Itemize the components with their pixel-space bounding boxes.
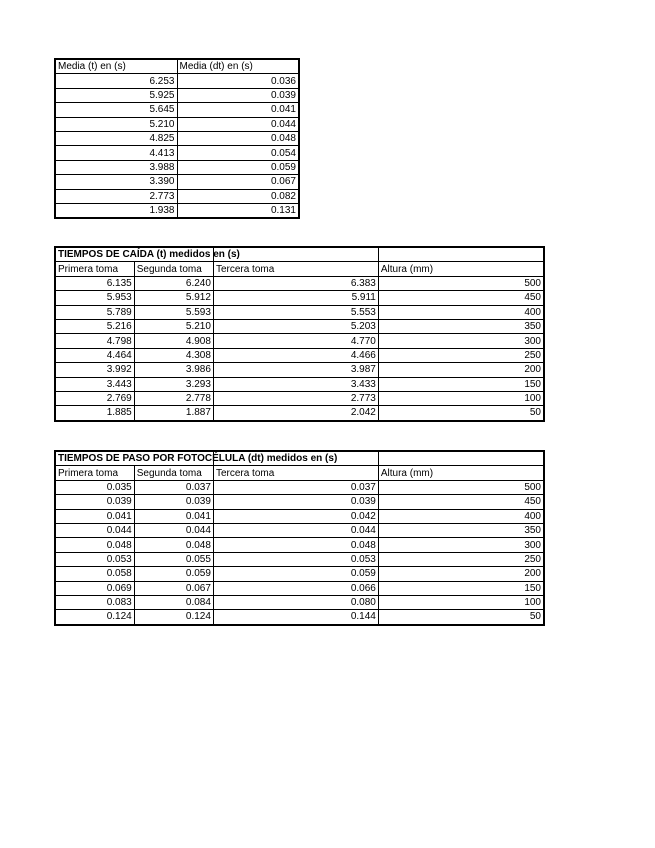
paso-cell: 0.055 xyxy=(134,552,213,566)
paso-title-empty-cell xyxy=(378,451,544,466)
media-cell: 5.925 xyxy=(55,88,177,102)
paso-cell: 100 xyxy=(378,595,544,609)
caida-cell: 1.885 xyxy=(55,406,134,421)
caida-cell: 100 xyxy=(378,391,544,405)
media-table-row xyxy=(55,203,299,218)
caida-cell: 6.383 xyxy=(213,276,378,290)
media-cell: 5.210 xyxy=(55,117,177,131)
paso-cell: 350 xyxy=(378,523,544,537)
caida-cell: 350 xyxy=(378,319,544,333)
caida-cell: 6.240 xyxy=(134,276,213,290)
caida-cell: 3.293 xyxy=(134,377,213,391)
caida-cell: 250 xyxy=(378,348,544,362)
caida-title-empty-cell xyxy=(378,247,544,262)
caida-cell: 4.798 xyxy=(55,334,134,348)
caida-cell: 450 xyxy=(378,291,544,305)
paso-cell: 0.035 xyxy=(55,480,134,494)
caida-cell: 3.433 xyxy=(213,377,378,391)
media-cell: 0.039 xyxy=(177,88,299,102)
media-header-dt: Media (dt) en (s) xyxy=(177,59,299,74)
caida-cell: 5.593 xyxy=(134,305,213,319)
media-cell: 3.988 xyxy=(55,160,177,174)
media-cell: 0.059 xyxy=(177,160,299,174)
paso-cell: 200 xyxy=(378,567,544,581)
paso-table-row xyxy=(55,595,544,609)
media-cell: 6.253 xyxy=(55,74,177,88)
caida-cell: 5.953 xyxy=(55,291,134,305)
caida-header-tercera: Tercera toma xyxy=(213,262,378,276)
paso-cell: 0.124 xyxy=(134,610,213,625)
caida-table-row xyxy=(55,363,544,377)
caida-cell: 4.770 xyxy=(213,334,378,348)
paso-cell: 0.080 xyxy=(213,595,378,609)
caida-cell: 5.210 xyxy=(134,319,213,333)
paso-cell: 0.058 xyxy=(55,567,134,581)
paso-cell: 0.037 xyxy=(213,480,378,494)
paso-cell: 0.144 xyxy=(213,610,378,625)
media-cell: 4.413 xyxy=(55,146,177,160)
media-cell: 0.054 xyxy=(177,146,299,160)
caida-header-primera: Primera toma xyxy=(55,262,134,276)
paso-cell: 0.039 xyxy=(55,495,134,509)
caida-table xyxy=(54,246,545,422)
caida-table-row xyxy=(55,319,544,333)
paso-cell: 0.039 xyxy=(213,495,378,509)
paso-cell: 450 xyxy=(378,495,544,509)
caida-table-body xyxy=(55,247,544,421)
paso-cell: 0.124 xyxy=(55,610,134,625)
paso-table-row xyxy=(55,610,544,625)
caida-cell: 50 xyxy=(378,406,544,421)
media-cell: 0.131 xyxy=(177,203,299,218)
paso-table-row xyxy=(55,552,544,566)
paso-table-row xyxy=(55,509,544,523)
media-cell: 1.938 xyxy=(55,203,177,218)
caida-table-row xyxy=(55,348,544,362)
media-table-row xyxy=(55,117,299,131)
caida-table-row xyxy=(55,291,544,305)
caida-cell: 5.203 xyxy=(213,319,378,333)
caida-cell: 400 xyxy=(378,305,544,319)
caida-header-row xyxy=(55,262,544,276)
media-table-row xyxy=(55,146,299,160)
paso-header-row xyxy=(55,466,544,480)
caida-title: TIEMPOS DE CAÍDA (t) medidos en (s) xyxy=(55,247,213,262)
media-cell: 4.825 xyxy=(55,131,177,145)
paso-cell: 0.069 xyxy=(55,581,134,595)
paso-cell: 0.042 xyxy=(213,509,378,523)
caida-cell: 150 xyxy=(378,377,544,391)
paso-cell: 0.041 xyxy=(134,509,213,523)
caida-cell: 1.887 xyxy=(134,406,213,421)
caida-header-altura: Altura (mm) xyxy=(378,262,544,276)
caida-table-row xyxy=(55,334,544,348)
paso-header-tercera: Tercera toma xyxy=(213,466,378,480)
media-table-body xyxy=(55,59,299,218)
paso-cell: 0.048 xyxy=(55,538,134,552)
caida-cell: 500 xyxy=(378,276,544,290)
caida-cell: 5.216 xyxy=(55,319,134,333)
caida-cell: 2.769 xyxy=(55,391,134,405)
paso-cell: 0.044 xyxy=(134,523,213,537)
media-table-row xyxy=(55,88,299,102)
caida-cell: 3.992 xyxy=(55,363,134,377)
media-table-row xyxy=(55,74,299,88)
paso-title: TIEMPOS DE PASO POR FOTOCÉLULA (dt) medidos en (s) xyxy=(55,451,213,466)
caida-cell: 4.308 xyxy=(134,348,213,362)
paso-cell: 0.044 xyxy=(55,523,134,537)
caida-cell: 6.135 xyxy=(55,276,134,290)
paso-table xyxy=(54,450,545,626)
caida-title-row xyxy=(55,247,544,262)
paso-header-primera: Primera toma xyxy=(55,466,134,480)
paso-table-row xyxy=(55,581,544,595)
paso-cell: 250 xyxy=(378,552,544,566)
paso-cell: 0.048 xyxy=(213,538,378,552)
media-cell: 0.067 xyxy=(177,175,299,189)
caida-table-row xyxy=(55,377,544,391)
caida-cell: 2.773 xyxy=(213,391,378,405)
caida-cell: 5.912 xyxy=(134,291,213,305)
caida-cell: 2.042 xyxy=(213,406,378,421)
paso-table-row xyxy=(55,480,544,494)
paso-cell: 0.053 xyxy=(213,552,378,566)
media-header-row xyxy=(55,59,299,74)
paso-cell: 0.048 xyxy=(134,538,213,552)
media-cell: 0.048 xyxy=(177,131,299,145)
caida-table-row xyxy=(55,406,544,421)
paso-cell: 0.041 xyxy=(55,509,134,523)
caida-cell: 2.778 xyxy=(134,391,213,405)
media-cell: 0.036 xyxy=(177,74,299,88)
caida-header-segunda: Segunda toma xyxy=(134,262,213,276)
paso-header-segunda: Segunda toma xyxy=(134,466,213,480)
paso-header-altura: Altura (mm) xyxy=(378,466,544,480)
paso-cell: 0.037 xyxy=(134,480,213,494)
paso-table-row xyxy=(55,495,544,509)
paso-cell: 0.044 xyxy=(213,523,378,537)
media-cell: 0.044 xyxy=(177,117,299,131)
media-cell: 0.041 xyxy=(177,103,299,117)
caida-cell: 3.986 xyxy=(134,363,213,377)
paso-table-body xyxy=(55,451,544,625)
media-cell: 5.645 xyxy=(55,103,177,117)
paso-cell: 0.059 xyxy=(134,567,213,581)
caida-cell: 5.789 xyxy=(55,305,134,319)
paso-title-row xyxy=(55,451,544,466)
media-cell: 2.773 xyxy=(55,189,177,203)
paso-cell: 0.066 xyxy=(213,581,378,595)
caida-cell: 5.553 xyxy=(213,305,378,319)
paso-cell: 300 xyxy=(378,538,544,552)
paso-cell: 0.083 xyxy=(55,595,134,609)
caida-cell: 3.987 xyxy=(213,363,378,377)
caida-cell: 4.464 xyxy=(55,348,134,362)
media-table-row xyxy=(55,131,299,145)
media-table-row xyxy=(55,160,299,174)
caida-table-row xyxy=(55,391,544,405)
media-header-t: Media (t) en (s) xyxy=(55,59,177,74)
paso-cell: 400 xyxy=(378,509,544,523)
media-table-row xyxy=(55,103,299,117)
caida-cell: 300 xyxy=(378,334,544,348)
paso-table-row xyxy=(55,523,544,537)
media-cell: 0.082 xyxy=(177,189,299,203)
paso-cell: 0.059 xyxy=(213,567,378,581)
paso-cell: 0.053 xyxy=(55,552,134,566)
caida-cell: 4.908 xyxy=(134,334,213,348)
media-table-row xyxy=(55,175,299,189)
paso-table-row xyxy=(55,538,544,552)
media-table xyxy=(54,58,300,219)
media-table-row xyxy=(55,189,299,203)
caida-cell: 5.911 xyxy=(213,291,378,305)
paso-cell: 0.084 xyxy=(134,595,213,609)
paso-table-row xyxy=(55,567,544,581)
caida-cell: 3.443 xyxy=(55,377,134,391)
caida-table-row xyxy=(55,276,544,290)
media-cell: 3.390 xyxy=(55,175,177,189)
paso-cell: 50 xyxy=(378,610,544,625)
paso-cell: 500 xyxy=(378,480,544,494)
caida-cell: 4.466 xyxy=(213,348,378,362)
paso-cell: 0.039 xyxy=(134,495,213,509)
caida-table-row xyxy=(55,305,544,319)
caida-cell: 200 xyxy=(378,363,544,377)
paso-cell: 0.067 xyxy=(134,581,213,595)
paso-cell: 150 xyxy=(378,581,544,595)
